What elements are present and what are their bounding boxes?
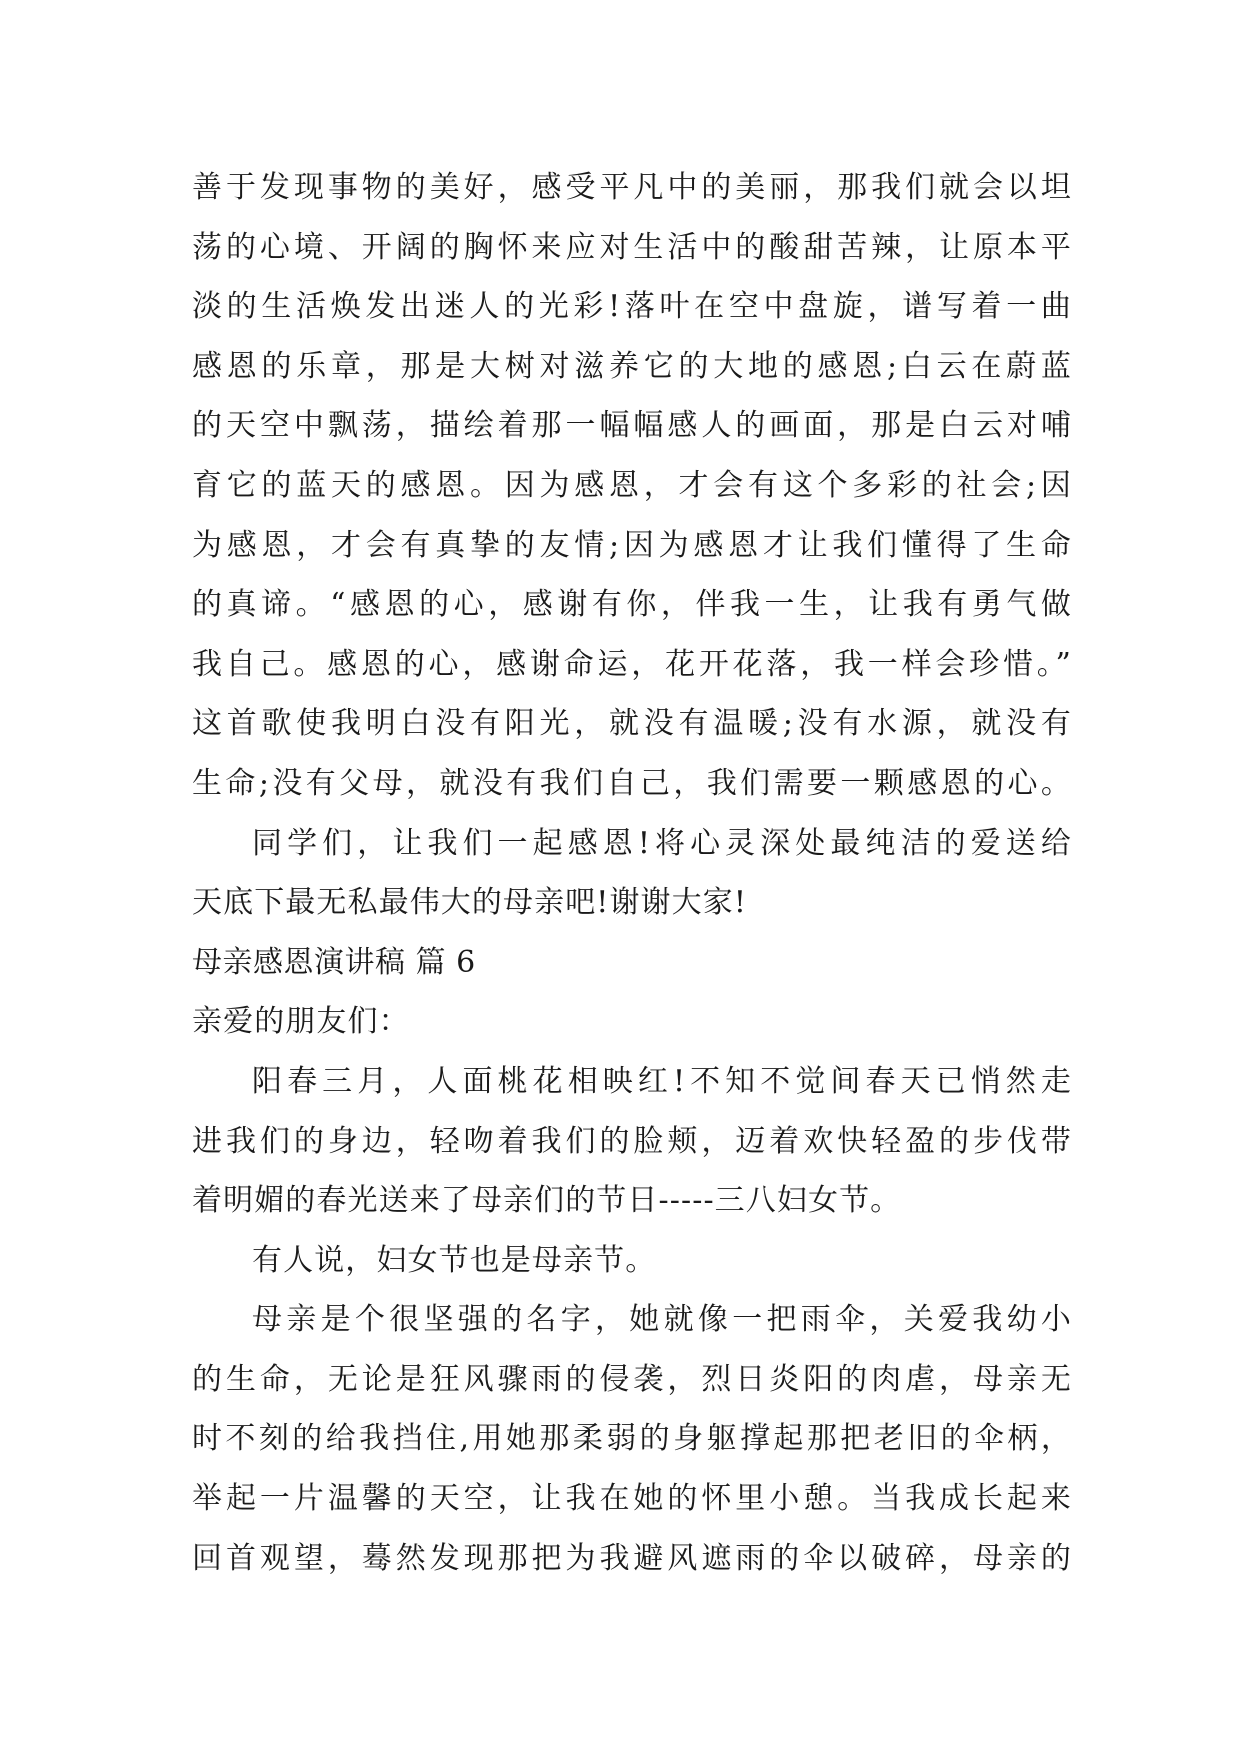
text-line: 淡的生活焕发出迷人的光彩!落叶在空中盘旋，谱写着一曲 bbox=[192, 289, 1072, 325]
text-line: 为感恩，才会有真挚的友情;因为感恩才让我们懂得了生命 bbox=[192, 527, 1072, 563]
text-line: 的生命，无论是狂风骤雨的侵袭，烈日炎阳的肉虐，母亲无 bbox=[192, 1361, 1072, 1397]
text-line: 的真谛。“感恩的心，感谢有你，伴我一生，让我有勇气做 bbox=[192, 587, 1072, 623]
text-line: 时不刻的给我挡住,用她那柔弱的身躯撑起那把老旧的伞柄， bbox=[192, 1421, 1072, 1457]
text-line: 天底下最无私最伟大的母亲吧!谢谢大家! bbox=[192, 885, 748, 921]
section-heading: 母亲感恩演讲稿 篇 6 bbox=[192, 944, 476, 980]
text-line: 善于发现事物的美好，感受平凡中的美丽，那我们就会以坦 bbox=[192, 170, 1072, 205]
text-line: 的天空中飘荡，描绘着那一幅幅感人的画面，那是白云对哺 bbox=[192, 408, 1072, 444]
text-line: 育它的蓝天的感恩。因为感恩，才会有这个多彩的社会;因 bbox=[192, 467, 1072, 503]
text-line: 亲爱的朋友们： bbox=[192, 1004, 410, 1040]
text-line: 着明媚的春光送来了母亲们的节日-----三八妇女节。 bbox=[192, 1183, 902, 1219]
document-body bbox=[192, 158, 1072, 1588]
text-line: 阳春三月，人面桃花相映红!不知不觉间春天已悄然走 bbox=[252, 1063, 1072, 1099]
text-line: 同学们，让我们一起感恩!将心灵深处最纯洁的爱送给 bbox=[252, 825, 1072, 861]
text-line: 母亲是个很坚强的名字，她就像一把雨伞，关爱我幼小 bbox=[252, 1302, 1072, 1338]
text-line: 荡的心境、开阔的胸怀来应对生活中的酸甜苦辣，让原本平 bbox=[192, 229, 1072, 265]
text-line: 回首观望，蓦然发现那把为我避风遮雨的伞以破碎，母亲的 bbox=[192, 1540, 1072, 1576]
text-line: 举起一片温馨的天空，让我在她的怀里小憩。当我成长起来 bbox=[192, 1481, 1072, 1517]
text-line: 感恩的乐章，那是大树对滋养它的大地的感恩;白云在蔚蓝 bbox=[192, 348, 1072, 384]
text-line: 进我们的身边，轻吻着我们的脸颊，迈着欢快轻盈的步伐带 bbox=[192, 1123, 1072, 1159]
text-line: 我自己。感恩的心，感谢命运，花开花落，我一样会珍惜。” bbox=[192, 646, 1072, 682]
text-line: 生命;没有父母，就没有我们自己，我们需要一颗感恩的心。 bbox=[192, 765, 1072, 801]
text-line: 有人说，妇女节也是母亲节。 bbox=[252, 1242, 657, 1278]
text-line: 这首歌使我明白没有阳光，就没有温暖;没有水源，就没有 bbox=[192, 706, 1072, 742]
